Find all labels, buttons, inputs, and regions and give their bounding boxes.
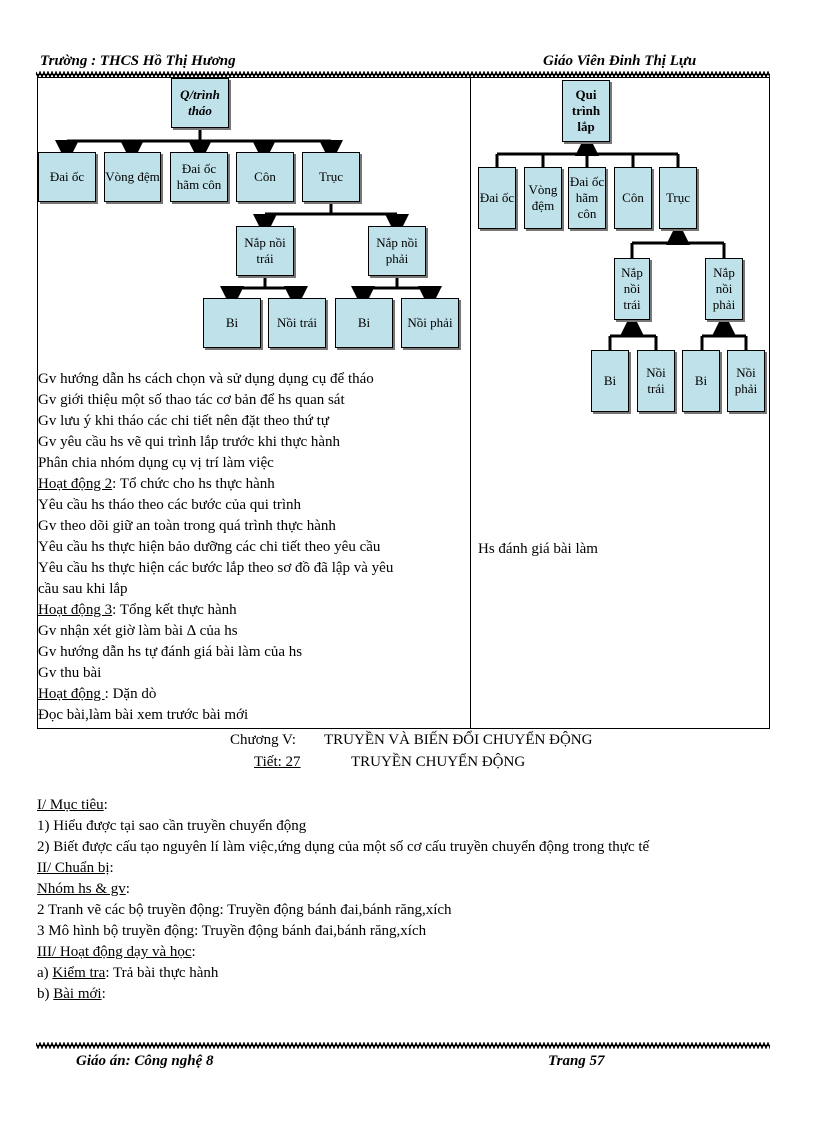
right-l2-nap-noi-trai: Nắp nồi trái xyxy=(614,258,650,320)
left-l2-nap-noi-phai: Nắp nồi phải xyxy=(368,226,426,276)
right-l1-con: Côn xyxy=(614,167,652,229)
left-l3-bi-1: Bi xyxy=(203,298,261,348)
right-l2-nap-noi-phai: Nắp nồi phải xyxy=(705,258,743,320)
activity-4-label: Hoạt động xyxy=(38,686,105,702)
left-l2-nap-noi-trai: Nắp nồi trái xyxy=(236,226,294,276)
header-teacher: Giáo Viên Đinh Thị Lựu xyxy=(543,53,697,69)
left-l1-con: Côn xyxy=(236,152,294,202)
activity-line: Gv hướng dẫn hs tự đánh giá bài làm của hs xyxy=(38,644,303,660)
right-l1-vong-dem: Vòng đệm xyxy=(524,167,562,229)
left-l1-vong-dem: Vòng đệm xyxy=(104,152,161,202)
student-evaluation: Hs đánh giá bài làm xyxy=(478,541,598,557)
left-l1-dai-oc-ham-con: Đai ốc hãm côn xyxy=(170,152,228,202)
objectives-heading: I/ Mục tiêu: xyxy=(37,797,108,813)
activity-line: Gv hướng dẫn hs cách chọn và sử dụng dụng cụ để tháo xyxy=(38,371,374,387)
left-l1-truc: Trục xyxy=(302,152,360,202)
activity-line: Gv giới thiệu một số thao tác cơ bản để hs quan sát xyxy=(38,392,345,408)
footer-divider xyxy=(36,1042,770,1049)
footer-page: Trang 57 xyxy=(548,1053,605,1069)
activity-heading: Hoạt động : Dặn dò xyxy=(38,686,157,702)
header-school: Trường : THCS Hồ Thị Hương xyxy=(40,53,236,69)
preparation-item: 3 Mô hình bộ truyền động: Truyền động bánh đai,bánh răng,xích xyxy=(37,923,427,939)
teacher-activities xyxy=(38,369,393,726)
right-l1-dai-oc-ham-con: Đai ốc hãm côn xyxy=(568,167,606,229)
activity-line: cầu sau khi lắp xyxy=(38,581,128,597)
activity-line: Yêu cầu hs thực hiện các bước lắp theo sơ đồ đã lập và yêu xyxy=(38,560,394,576)
activity-3-label: Hoạt động 3 xyxy=(38,602,113,618)
right-l1-truc: Trục xyxy=(659,167,697,229)
activity-heading: Hoạt động 2: Tổ chức cho hs thực hành xyxy=(38,476,275,492)
activity-line: Gv theo dõi giữ an toàn trong quá trình thực hành xyxy=(38,518,336,534)
left-root-box: Q/trình tháo xyxy=(171,78,229,128)
activity-2-label: Hoạt động 2 xyxy=(38,476,113,492)
right-l3-bi-2: Bi xyxy=(682,350,720,412)
objective-2: 2) Biết được cấu tạo nguyên lí làm việc,ứng dụng của một số cơ cấu truyền chuyển động trong thực tế xyxy=(37,839,650,855)
preparation-heading: II/ Chuẩn bị: xyxy=(37,860,114,876)
chapter-title: TRUYỀN VÀ BIẾN ĐỔI CHUYỂN ĐỘNG xyxy=(324,732,593,748)
right-l3-noi-phai: Nồi phải xyxy=(727,350,765,412)
activities-heading: III/ Hoạt động dạy và học: xyxy=(37,944,196,960)
right-root-box: Qui trình lắp xyxy=(562,80,610,142)
activity-line: Gv yêu cầu hs vẽ qui trình lắp trước khi thực hành xyxy=(38,434,341,450)
activity-line: Phân chia nhóm dụng cụ vị trí làm việc xyxy=(38,455,274,471)
footer-plan: Giáo án: Công nghệ 8 xyxy=(76,1053,214,1069)
left-l3-bi-2: Bi xyxy=(335,298,393,348)
activity-line: Yêu cầu hs tháo theo các bước của qui trình xyxy=(38,497,302,513)
activity-heading: Hoạt động 3: Tổng kết thực hành xyxy=(38,602,237,618)
right-l3-bi-1: Bi xyxy=(591,350,629,412)
activity-line: Gv thu bài xyxy=(38,665,102,681)
activity-line: Đọc bài,làm bài xem trước bài mới xyxy=(38,707,249,723)
left-l3-noi-phai: Nồi phải xyxy=(401,298,459,348)
preparation-item: 2 Tranh vẽ các bộ truyền động: Truyền động bánh đai,bánh răng,xích xyxy=(37,902,452,918)
left-l1-dai-oc: Đai ốc xyxy=(38,152,96,202)
group-heading: Nhóm hs & gv: xyxy=(37,881,130,897)
lesson-title: TRUYỀN CHUYỂN ĐỘNG xyxy=(351,754,526,770)
lesson-label: Tiết: 27 xyxy=(254,754,301,770)
right-l3-noi-trai: Nồi trái xyxy=(637,350,675,412)
objective-1: 1) Hiểu được tại sao cần truyền chuyển động xyxy=(37,818,307,834)
new-lesson-line: b) Bài mới: xyxy=(37,986,106,1002)
check-line: a) Kiểm tra: Trả bài thực hành xyxy=(37,965,219,981)
activity-line: Yêu cầu hs thực hiện bảo dưỡng các chi tiết theo yêu cầu xyxy=(38,539,381,555)
right-l1-dai-oc: Đai ốc xyxy=(478,167,516,229)
activity-line: Gv lưu ý khi tháo các chi tiết nên đặt theo thứ tự xyxy=(38,413,329,429)
activity-line: Gv nhận xét giờ làm bài ∆ của hs xyxy=(38,623,238,639)
left-l3-noi-trai: Nồi trái xyxy=(268,298,326,348)
chapter-label: Chương V: xyxy=(230,732,296,748)
